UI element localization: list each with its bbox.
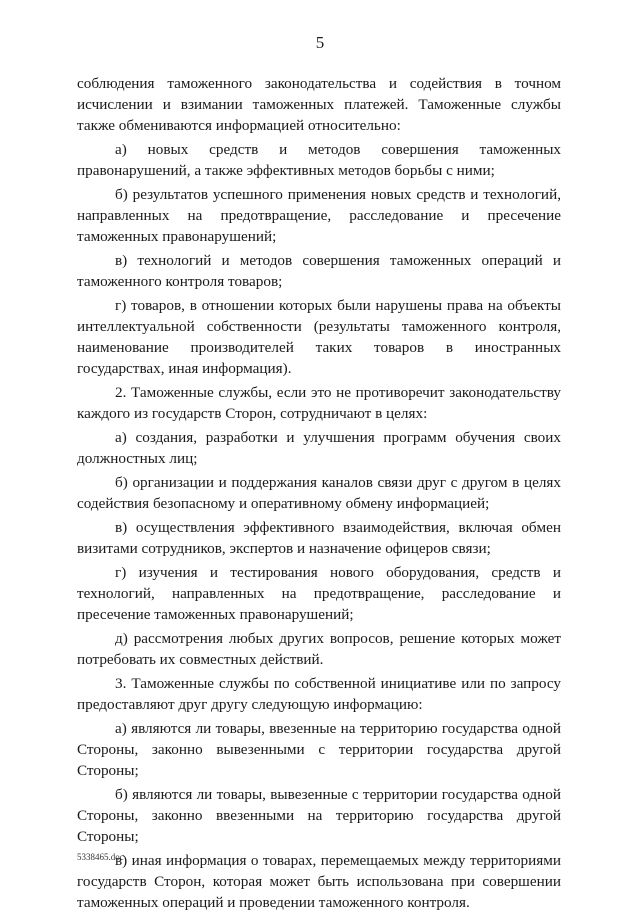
paragraph: г) товаров, в отношении которых были нарушены права на объекты интеллектуальной собственности (результаты таможенного контроля, наименование производителей таких товаров в иностранных государствах, иная информация). [77, 297, 561, 377]
page-number: 5 [315, 33, 325, 52]
paragraph: в) иная информация о товарах, перемещаемых между территориями государств Сторон, которая может быть использована при совершении таможенных операций и проведении таможенного контроля. [77, 852, 561, 911]
paragraph: г) изучения и тестирования нового оборудования, средств и технологий, направленных на предотвращение, расследование и пресечение таможенных правонарушений; [77, 564, 561, 623]
paragraph: в) осуществления эффективного взаимодействия, включая обмен визитами сотрудников, экспертов и назначение офицеров связи; [77, 519, 561, 557]
paragraph: а) новых средств и методов совершения таможенных правонарушений, а также эффективных методов борьбы с ними; [77, 141, 561, 179]
paragraph: б) результатов успешного применения новых средств и технологий, направленных на предотвращение, расследование и пресечение таможенных правонарушений; [77, 186, 561, 245]
document-body [77, 73, 561, 916]
paragraph: б) организации и поддержания каналов связи друг с другом в целях содействия безопасному и оперативному обмену информацией; [77, 474, 561, 512]
paragraph: 2. Таможенные службы, если это не противоречит законодательству каждого из государств Сторон, сотрудничают в целях: [77, 384, 561, 422]
file-name-footer: 5338465.doc [77, 852, 124, 862]
paragraph: д) рассмотрения любых других вопросов, решение которых может потребовать их совместных действий. [77, 630, 561, 668]
paragraph: а) являются ли товары, ввезенные на территорию государства одной Стороны, законно вывезенными с территории государства другой Стороны; [77, 720, 561, 779]
paragraph: б) являются ли товары, вывезенные с территории государства одной Стороны, законно ввезенными на территорию государства другой Стороны; [77, 786, 561, 845]
paragraph: 3. Таможенные службы по собственной инициативе или по запросу предоставляют друг другу следующую информацию: [77, 675, 561, 713]
paragraph: в) технологий и методов совершения таможенных операций и таможенного контроля товаров; [77, 252, 561, 290]
paragraph: соблюдения таможенного законодательства и содействия в точном исчислении и взимании таможенных платежей. Таможенные службы также обмениваются информацией относительно: [77, 75, 561, 134]
paragraph: а) создания, разработки и улучшения программ обучения своих должностных лиц; [77, 429, 561, 467]
